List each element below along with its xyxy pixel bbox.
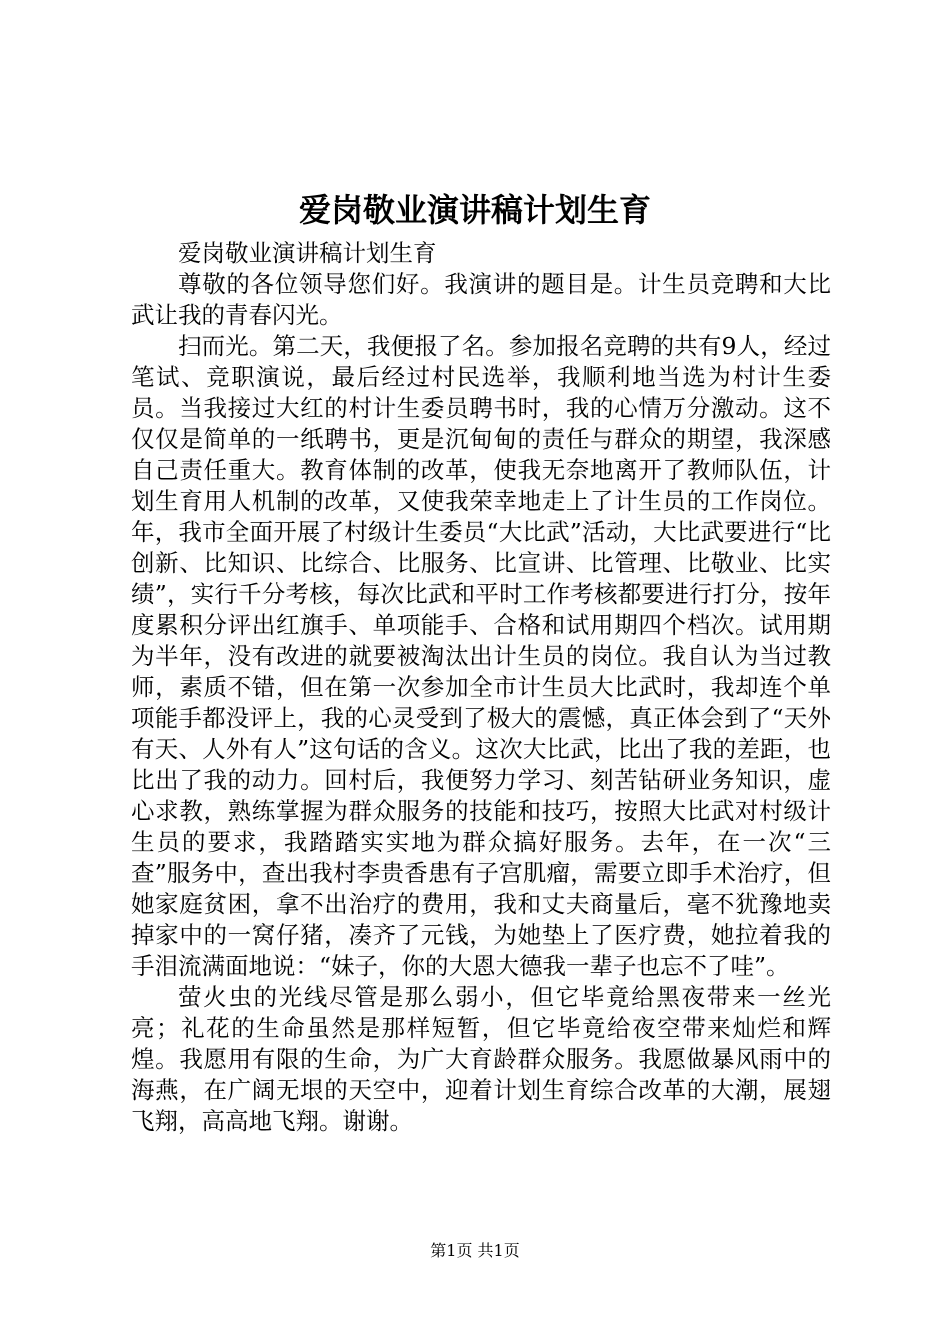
paragraph-subtitle: 爱岗敬业演讲稿计划生育	[178, 239, 437, 267]
document-title: 爱岗敬业演讲稿计划生育	[298, 191, 651, 229]
page-footer: 第1页 共1页	[430, 1241, 520, 1260]
paragraph-closing: 萤火虫的光线尽管是那么弱小，但它毕竟给黑夜带来一丝光亮；礼花的生命虽然是那样短暂，但它毕竟给夜空带来灿烂和辉煌。我愿用有限的生命，为广大育龄群众服务。我愿做暴风雨中的海燕，在广阔无垠的天空中，迎着计划生育综合改革的大潮，展翅飞翔，高高地飞翔。谢谢。	[131, 983, 831, 1135]
document-body	[131, 238, 831, 1137]
paragraph-greeting: 尊敬的各位领导您们好。我演讲的题目是。计生员竞聘和大比武让我的青春闪光。	[131, 270, 831, 329]
paragraph-main: 扫而光。第二天，我便报了名。参加报名竞聘的共有9人，经过笔试、竞职演说，最后经过村民选举，我顺利地当选为村计生委员。当我接过大红的村计生委员聘书时，我的心情万分激动。这不仅仅是简单的一纸聘书，更是沉甸甸的责任与群众的期望，我深感自己责任重大。教育体制的改革，使我无奈地离开了教师队伍，计划生育用人机制的改革，又使我荣幸地走上了计生员的工作岗位。年，我市全面开展了村级计生委员“大比武”活动，大比武要进行“比创新、比知识、比综合、比服务、比宣讲、比管理、比敬业、比实绩”，实行千分考核，每次比武和平时工作考核都要进行打分，按年度累积分评出红旗手、单项能手、合格和试用期四个档次。试用期为半年，没有改进的就要被淘汰出计生员的岗位。我自认为当过教师，素质不错，但在第一次参加全市计生员大比武时，我却连个单项能手都没评上，我的心灵受到了极大的震憾，真正体会到了“天外有天、人外有人”这句话的含义。这次大比武，比出了我的差距，也比出了我的动力。回村后，我便努力学习、刻苦钻研业务知识，虚心求教，熟练掌握为群众服务的技能和技巧，按照大比武对村级计生员的要求，我踏踏实实地为群众搞好服务。去年，在一次“三查”服务中，查出我村李贵香患有子宫肌瘤，需要立即手术治疗，但她家庭贫困，拿不出治疗的费用，我和丈夫商量后，毫不犹豫地卖掉家中的一窝仔猪，凑齐了元钱，为她垫上了医疗费，她拉着我的手泪流满面地说：“妹子，你的大恩大德我一辈子也忘不了哇”。	[131, 332, 831, 980]
